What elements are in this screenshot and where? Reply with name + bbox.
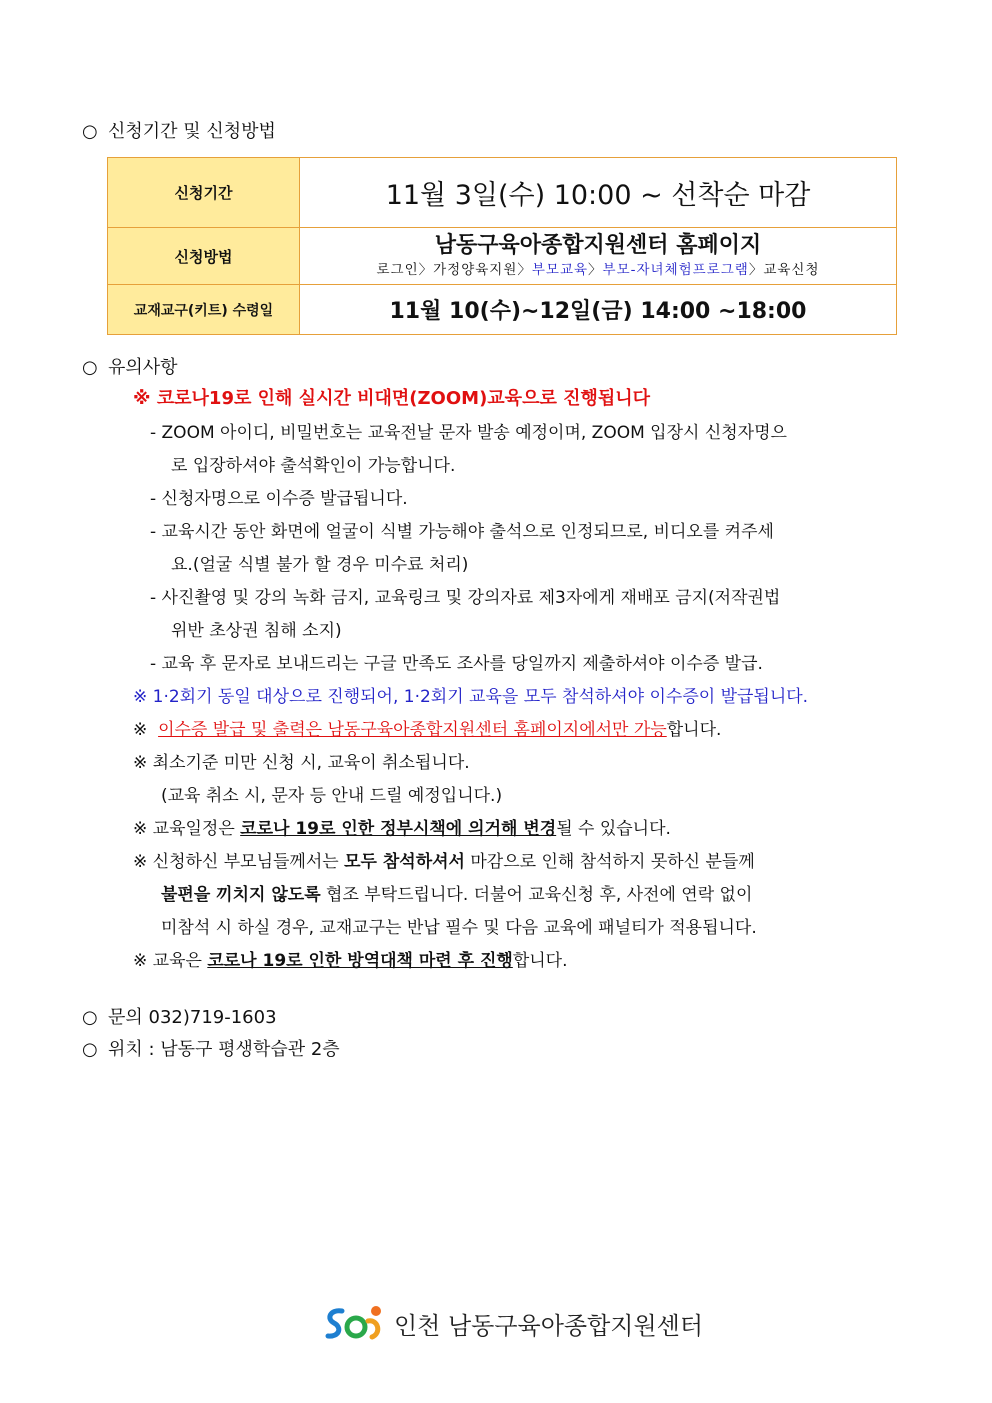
note-safety: ※ 교육은 코로나 19로 인한 방역대책 마련 후 진행합니다. bbox=[133, 951, 568, 971]
note-detail: - 교육시간 동안 화면에 얼굴이 식별 가능해야 출석으로 인정되므로, 비디오를 켜주세 bbox=[150, 522, 774, 542]
note-detail: 불편을 끼치지 않도록 협조 부탁드립니다. 더불어 교육신청 후, 사전에 연락 없이 bbox=[161, 885, 753, 905]
location-line: ○ 위치 : 남동구 평생학습관 2층 bbox=[82, 1039, 340, 1060]
value-kit-pickup-date: 11월 10(수)~12일(금) 14:00 ~18:00 bbox=[300, 285, 897, 335]
note-detail: 요.(얼굴 식별 불가 할 경우 미수료 처리) bbox=[171, 555, 469, 575]
note-detail: 미참석 시 하실 경우, 교재교구는 반납 필수 및 다음 교육에 패널티가 적용됩니다. bbox=[161, 918, 757, 938]
note-cancellation: ※ 최소기준 미만 신청 시, 교육이 취소됩니다. bbox=[133, 753, 470, 773]
note-detail: (교육 취소 시, 문자 등 안내 드릴 예정입니다.) bbox=[161, 786, 503, 806]
table-row bbox=[108, 158, 897, 228]
label-kit-pickup-date: 교재교구(키트) 수령일 bbox=[108, 285, 300, 335]
value-application-period: 11월 3일(수) 10:00 ~ 선착순 마감 bbox=[300, 158, 897, 228]
note-attendance: ※ 신청하신 부모님들께서는 모두 참석하셔서 마감으로 인해 참석하지 못하신 분들께 bbox=[133, 852, 755, 872]
section-title: 유의사항 bbox=[108, 357, 178, 378]
contact-line: ○ 문의 032)719-1603 bbox=[82, 1007, 277, 1028]
note-certificate: ※ 이수증 발급 및 출력은 남동구육아종합지원센터 홈페이지에서만 가능합니다. bbox=[133, 720, 722, 740]
table-row bbox=[108, 228, 897, 285]
note-detail: - 사진촬영 및 강의 녹화 금지, 교육링크 및 강의자료 제3자에게 재배포 금지(저작권법 bbox=[150, 588, 781, 608]
note-detail: 로 입장하셔야 출석확인이 가능합니다. bbox=[171, 456, 456, 476]
application-info-table bbox=[107, 157, 897, 335]
center-name: 인천 남동구육아종합지원센터 bbox=[394, 1311, 704, 1340]
note-schedule: ※ 교육일정은 코로나 19로 인한 정부시책에 의거해 변경될 수 있습니다. bbox=[133, 819, 671, 839]
section-heading-application: ○ 신청기간 및 신청방법 bbox=[82, 121, 276, 142]
section-title: 신청기간 및 신청방법 bbox=[108, 121, 276, 142]
label-application-method: 신청방법 bbox=[108, 228, 300, 285]
menu-path: 로그인〉가정양육지원〉부모교육〉부모-자녀체험프로그램〉교육신청 bbox=[376, 262, 820, 278]
note-sessions: ※ 1·2회기 동일 대상으로 진행되어, 1·2회기 교육을 모두 참석하셔야 이수증이 발급됩니다. bbox=[133, 687, 809, 707]
note-detail: 위반 초상권 침해 소지) bbox=[171, 621, 342, 641]
section-heading-notes: ○ 유의사항 bbox=[82, 357, 178, 378]
label-application-period: 신청기간 bbox=[108, 158, 300, 228]
table-row bbox=[108, 285, 897, 335]
note-detail: - ZOOM 아이디, 비밀번호는 교육전날 문자 발송 예정이며, ZOOM 입장시 신청자명으 bbox=[150, 423, 787, 443]
note-detail: - 신청자명으로 이수증 발급됩니다. bbox=[150, 489, 408, 509]
center-logo-icon bbox=[322, 1303, 386, 1343]
homepage-name: 남동구육아종합지원센터 홈페이지 bbox=[434, 233, 762, 258]
value-application-method bbox=[300, 228, 897, 285]
footer-logo bbox=[322, 1300, 703, 1346]
note-detail: - 교육 후 문자로 보내드리는 구글 만족도 조사를 당일까지 제출하셔야 이수증 발급. bbox=[150, 654, 763, 674]
note-zoom-online: ※ 코로나19로 인해 실시간 비대면(ZOOM)교육으로 진행됩니다 bbox=[133, 388, 651, 409]
